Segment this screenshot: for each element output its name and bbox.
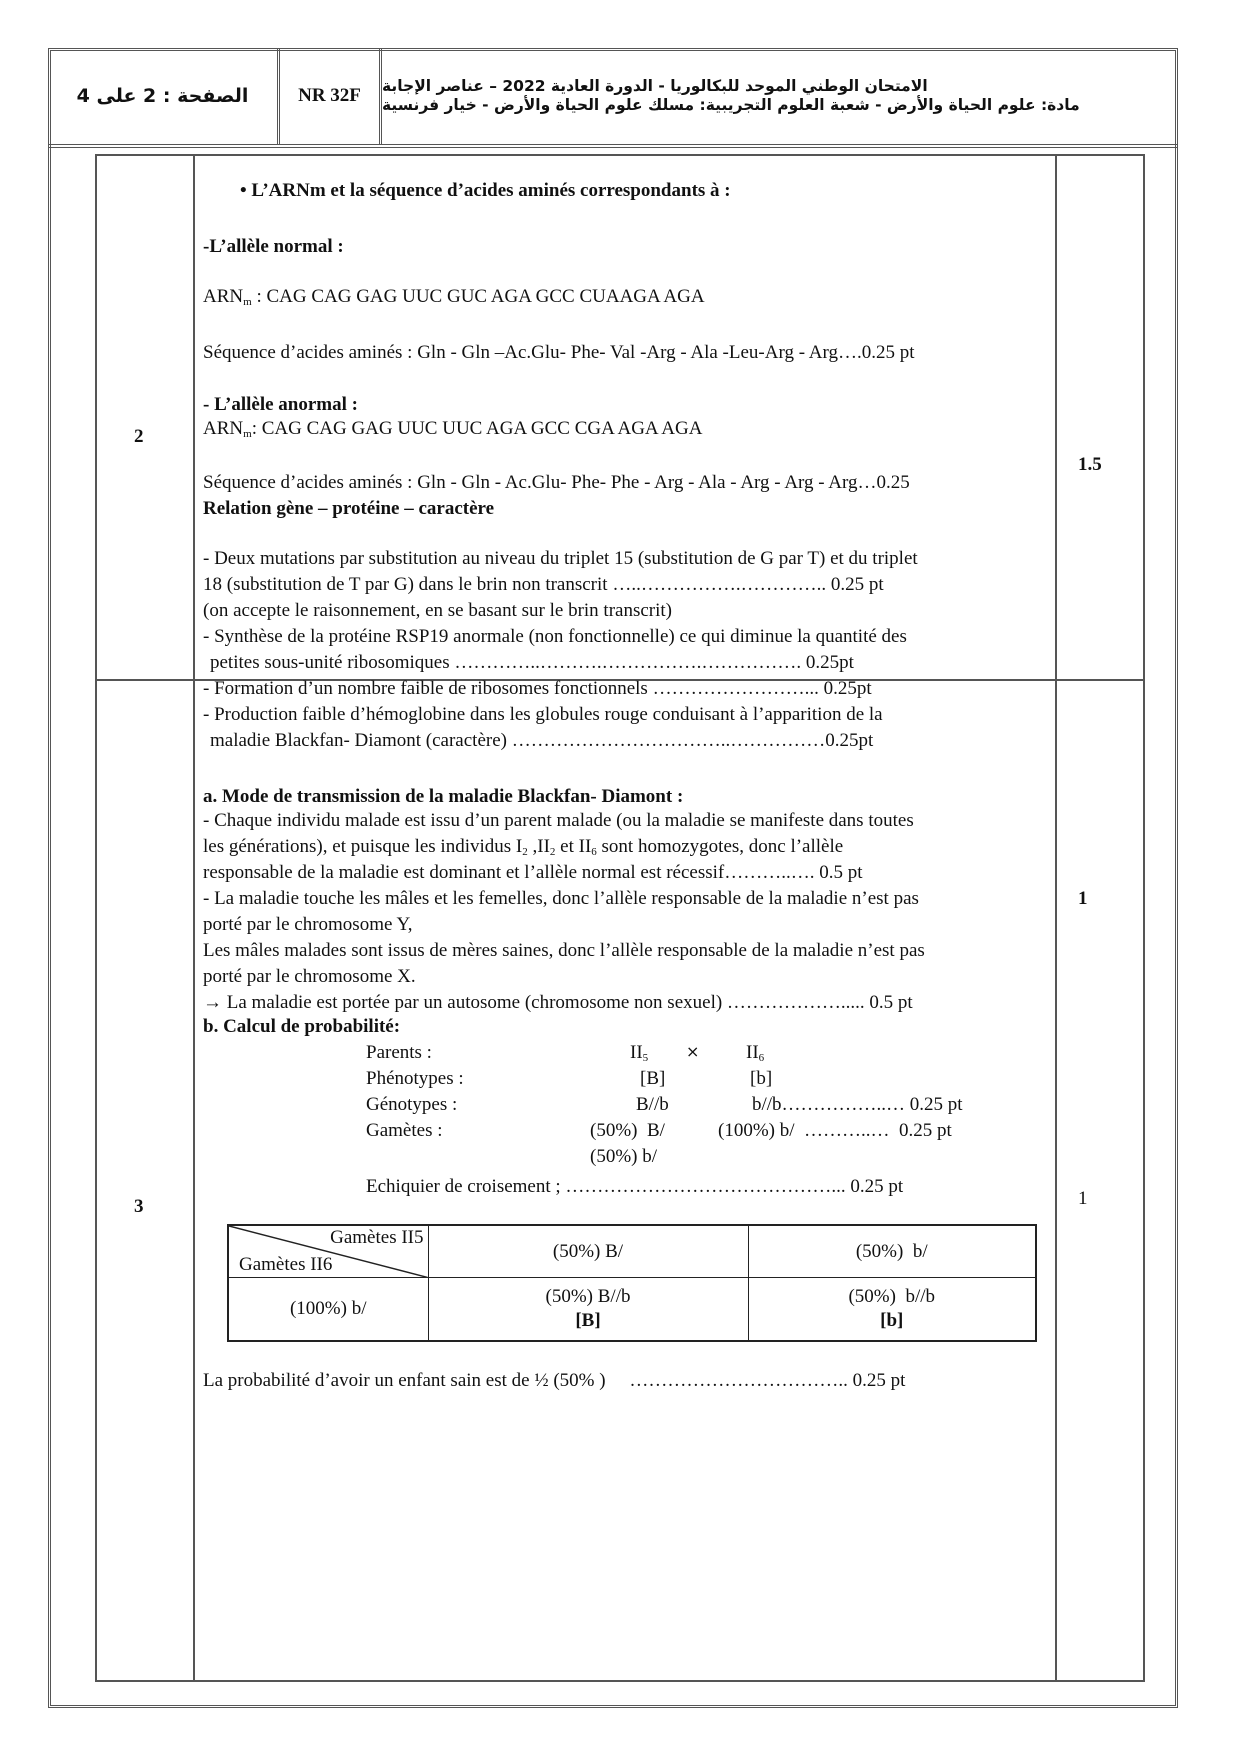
q3a-heading: a. Mode de transmission de la maladie Blackfan- Diamont : xyxy=(203,786,684,807)
punnett-cell-phenotype: [b] xyxy=(880,1310,904,1332)
exam-title-line1: الامتحان الوطني الموحد للبكالوريا - الدورة العادية 2022 – عناصر الإجابة xyxy=(382,77,928,95)
cross-phenotypes-label: Phénotypes : xyxy=(366,1068,464,1089)
cross-genotypes-label: Génotypes : xyxy=(366,1094,458,1115)
cross-geno1: B//b xyxy=(636,1094,669,1115)
question-score-2: 1.5 xyxy=(1078,454,1102,475)
cross-echiquier: Echiquier de croisement ; ……………………………………... 0.25 pt xyxy=(366,1176,904,1197)
cross-gametes-label: Gamètes : xyxy=(366,1120,443,1141)
q3a-line: → La maladie est portée par un autosome (chromosome non sexuel) ………………..... 0.5 pt xyxy=(203,992,913,1013)
exam-title-line2: مادة: علوم الحياة والأرض - شعبة العلوم التجريبية: مسلك علوم الحياة والأرض - خيار فرنسية xyxy=(382,96,1080,114)
punnett-square xyxy=(227,1224,1037,1342)
q2-abnormal-label: - L’allèle anormal : xyxy=(203,394,358,415)
punnett-corner-top: Gamètes II5 xyxy=(330,1227,424,1248)
q3b-conclusion: La probabilité d’avoir un enfant sain est de ½ (50% ) …………………………….. 0.25 pt xyxy=(203,1370,906,1391)
q2-abnormal-arnm: $ARN_m$: CAG CAG GAG UUC UUC AGA GCC CGA AGA AGA xyxy=(203,418,703,440)
cross-gamete1b: (50%) b/ xyxy=(590,1146,658,1167)
q2-line: - Synthèse de la protéine RSP19 anormale (non fonctionnelle) ce qui diminue la quantité des xyxy=(203,626,907,647)
q2-line: (on accepte le raisonnement, en se basant sur le brin transcrit) xyxy=(203,600,673,621)
cross-parent1: $II_5$ xyxy=(630,1042,649,1064)
q2-line: 18 (substitution de T par G) dans le brin non transcrit …..…………….………….. 0.25 pt xyxy=(203,574,884,595)
q3a-line: Les mâles malades sont issus de mères saines, donc l’allèle responsable de la maladie n’est pas xyxy=(203,940,925,961)
punnett-row-header: (100%) b/ xyxy=(228,1278,428,1341)
punnett-cell-genotype: (50%) B//b xyxy=(545,1286,631,1308)
cross-sign: × xyxy=(686,1042,700,1061)
q2-normal-sequence: Séquence d’acides aminés : Gln - Gln –Ac.Glu- Phe- Val -Arg - Ala -Leu-Arg - Arg….0.25 pt xyxy=(203,342,915,363)
cross-geno2: b//b……………..… 0.25 pt xyxy=(752,1094,963,1115)
q3a-line: les générations), et puisque les individus $I_2$ $,II_2$ et $II_6$ sont homozygotes, donc l’allèle xyxy=(203,836,844,858)
page-indicator: الصفحة : 2 على 4 xyxy=(48,48,280,144)
q2-line: petites sous-unité ribosomiques …………..……….…………….……………. 0.25pt xyxy=(210,652,854,673)
q2-normal-label: -L’allèle normal : xyxy=(203,236,344,257)
question-number-2: 2 xyxy=(134,426,144,447)
punnett-corner xyxy=(228,1225,428,1278)
q2-line: - Deux mutations par substitution au niveau du triplet 15 (substitution de G par T) et du triplet xyxy=(203,548,918,569)
cross-parents-label: Parents : xyxy=(366,1042,432,1063)
punnett-col-header: (50%) b/ xyxy=(748,1225,1036,1278)
column-divider xyxy=(193,156,195,1680)
punnett-cell-phenotype: [B] xyxy=(575,1310,601,1332)
cross-gamete1a: (50%) B/ xyxy=(590,1120,665,1141)
cross-pheno1: [B] xyxy=(640,1068,666,1089)
cross-pheno2: [b] xyxy=(750,1068,773,1089)
exam-title xyxy=(382,48,1178,144)
q3a-line: porté par le chromosome Y, xyxy=(203,914,413,935)
punnett-corner-bottom: Gamètes II6 xyxy=(239,1254,333,1276)
exam-code: NR 32F xyxy=(280,48,382,144)
question-score-3b: 1 xyxy=(1078,1188,1088,1209)
q3b-heading: b. Calcul de probabilité: xyxy=(203,1016,401,1037)
page-header xyxy=(48,48,1178,148)
q2-line: maladie Blackfan- Diamont (caractère) ……………………………..……………0.25pt xyxy=(210,730,874,751)
q2-abnormal-sequence: Séquence d’acides aminés : Gln - Gln - Ac.Glu- Phe- Phe - Arg - Ala - Arg - Arg - Arg…0.25 xyxy=(203,472,910,493)
q2-relation-heading: Relation gène – protéine – caractère xyxy=(203,498,495,519)
cross-gamete2: (100%) b/ ………..… 0.25 pt xyxy=(718,1120,952,1141)
cross-parent2: $II_6$ xyxy=(746,1042,765,1064)
q2-normal-arnm: $ARN_m$ : CAG CAG GAG UUC GUC AGA GCC CUAAGA AGA xyxy=(203,286,705,308)
q2-heading: • L’ARNm et la séquence d’acides aminés correspondants à : xyxy=(240,180,731,201)
question-number-3: 3 xyxy=(134,1196,144,1217)
column-divider xyxy=(1055,156,1057,1680)
punnett-col-header: (50%) B/ xyxy=(428,1225,748,1278)
q3a-line: - Chaque individu malade est issu d’un parent malade (ou la maladie se manifeste dans toutes xyxy=(203,810,914,831)
punnett-cell xyxy=(748,1278,1036,1341)
q2-line: - Formation d’un nombre faible de ribosomes fonctionnels ……………………... 0.25pt xyxy=(203,678,872,699)
q2-line: - Production faible d’hémoglobine dans les globules rouge conduisant à l’apparition de la xyxy=(203,704,883,725)
q3a-line: porté par le chromosome X. xyxy=(203,966,416,987)
q3a-line: responsable de la maladie est dominant et l’allèle normal est récessif………..…. 0.5 pt xyxy=(203,862,863,883)
punnett-cell xyxy=(428,1278,748,1341)
q3a-line: - La maladie touche les mâles et les femelles, donc l’allèle responsable de la maladie n’est pas xyxy=(203,888,919,909)
punnett-cell-genotype: (50%) b//b xyxy=(848,1286,936,1308)
question-score-3a: 1 xyxy=(1078,888,1088,909)
